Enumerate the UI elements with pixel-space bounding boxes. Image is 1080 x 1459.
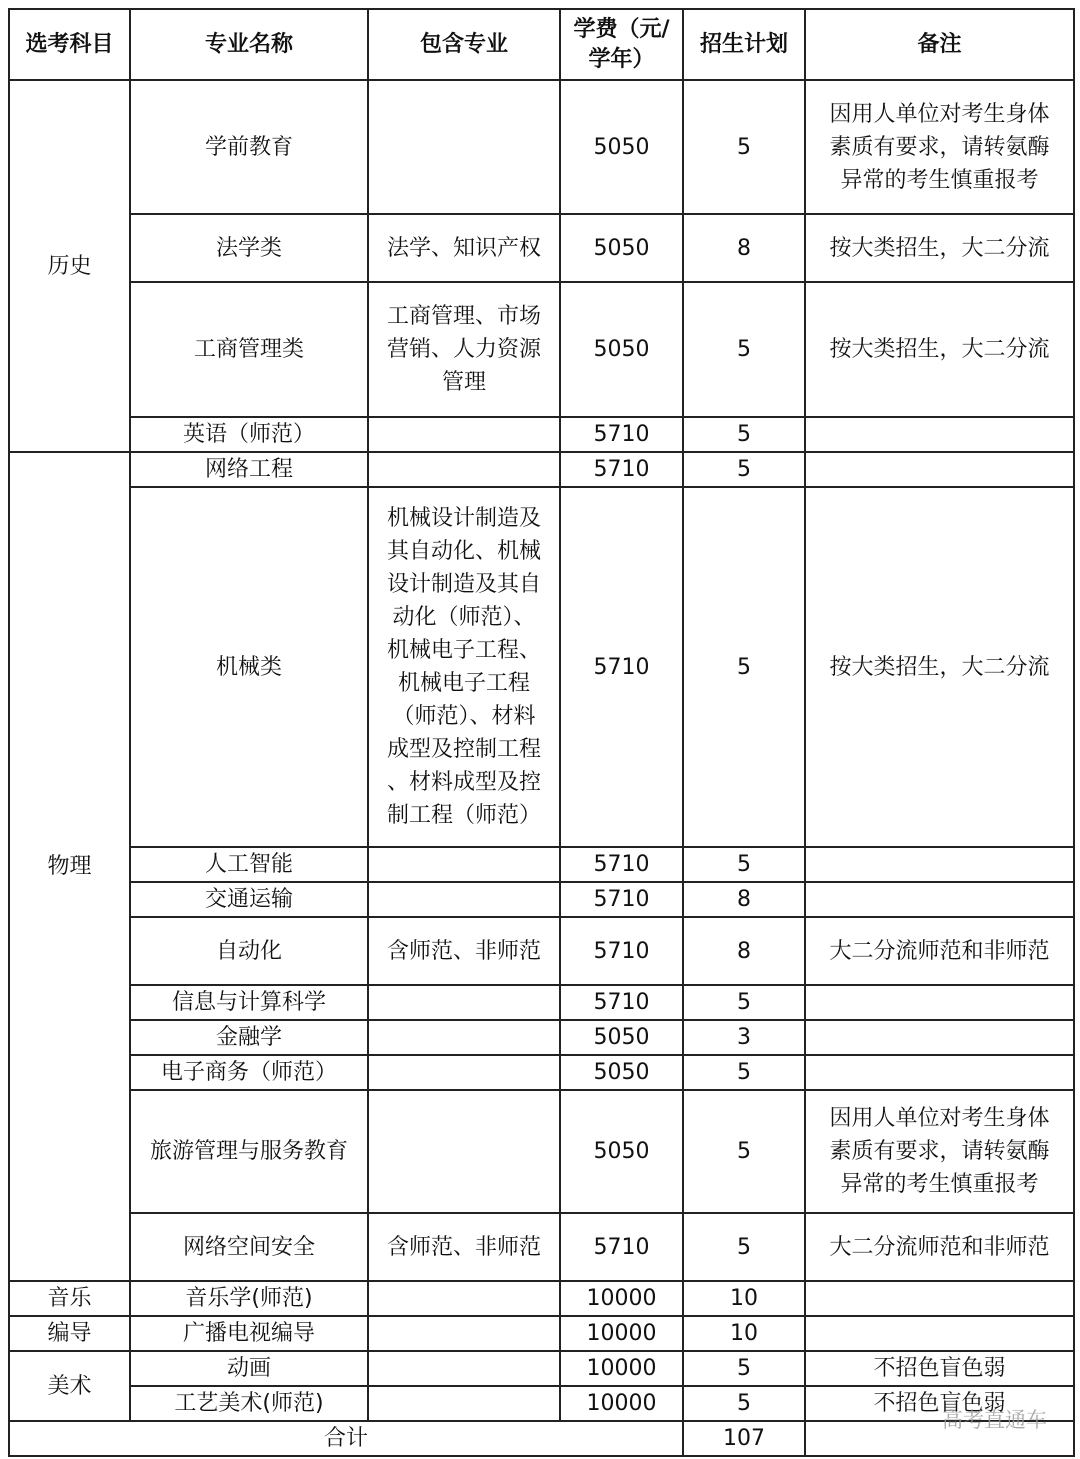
- header-fee: 学费（元/ 学年）: [560, 9, 683, 80]
- subject-cell: 美术: [9, 1351, 130, 1421]
- table-row: [9, 1281, 1074, 1316]
- fee-cell: 5710: [560, 882, 683, 917]
- table-row: [9, 282, 1074, 417]
- major-cell: 旅游管理与服务教育: [130, 1090, 368, 1213]
- plan-cell: 10: [683, 1281, 805, 1316]
- plan-cell: 5: [683, 487, 805, 847]
- major-cell: 交通运输: [130, 882, 368, 917]
- fee-cell: 5050: [560, 282, 683, 417]
- header-subject: 选考科目: [9, 9, 130, 80]
- major-cell: 动画: [130, 1351, 368, 1386]
- plan-cell: 5: [683, 847, 805, 882]
- major-cell: 法学类: [130, 214, 368, 282]
- includes-cell: [368, 1055, 560, 1090]
- header-major: 专业名称: [130, 9, 368, 80]
- fee-cell: 5050: [560, 214, 683, 282]
- note-cell: [805, 847, 1074, 882]
- includes-cell: [368, 1020, 560, 1055]
- note-cell: [805, 882, 1074, 917]
- admission-plan-table: [8, 8, 1075, 1457]
- includes-cell: [368, 1281, 560, 1316]
- fee-cell: 10000: [560, 1351, 683, 1386]
- note-cell: [805, 985, 1074, 1020]
- plan-cell: 8: [683, 882, 805, 917]
- watermark: 高考直通车: [942, 1408, 1047, 1432]
- note-cell: 按大类招生，大二分流: [805, 487, 1074, 847]
- table-row: [9, 1386, 1074, 1421]
- plan-cell: 8: [683, 917, 805, 985]
- fee-cell: 5710: [560, 917, 683, 985]
- subject-cell: 编导: [9, 1316, 130, 1351]
- fee-cell: 5050: [560, 1055, 683, 1090]
- total-label: 合计: [9, 1421, 683, 1456]
- plan-cell: 5: [683, 417, 805, 452]
- fee-cell: 5710: [560, 452, 683, 487]
- includes-cell: [368, 1351, 560, 1386]
- header-row: [9, 9, 1074, 80]
- table-row: [9, 1020, 1074, 1055]
- table-row: [9, 487, 1074, 847]
- note-cell: [805, 1055, 1074, 1090]
- table-row: [9, 452, 1074, 487]
- plan-cell: 5: [683, 80, 805, 214]
- includes-cell: 机械设计制造及 其自动化、机械 设计制造及其自 动化（师范）、 机械电子工程、 机械电子工程 （师范）、材料 成型及控制工程 、材料成型及控 制工程（师范）: [368, 487, 560, 847]
- includes-cell: [368, 847, 560, 882]
- note-cell: 按大类招生，大二分流: [805, 282, 1074, 417]
- plan-cell: 5: [683, 1090, 805, 1213]
- table-row: [9, 417, 1074, 452]
- note-cell: 大二分流师范和非师范: [805, 1213, 1074, 1281]
- fee-cell: 5050: [560, 1090, 683, 1213]
- fee-cell: 5710: [560, 417, 683, 452]
- header-note: 备注: [805, 9, 1074, 80]
- includes-cell: 工商管理、市场 营销、人力资源 管理: [368, 282, 560, 417]
- includes-cell: [368, 452, 560, 487]
- subject-cell: 音乐: [9, 1281, 130, 1316]
- fee-cell: 5710: [560, 1213, 683, 1281]
- includes-cell: [368, 417, 560, 452]
- includes-cell: 含师范、非师范: [368, 917, 560, 985]
- major-cell: 网络空间安全: [130, 1213, 368, 1281]
- plan-cell: 5: [683, 1386, 805, 1421]
- fee-cell: 5050: [560, 1020, 683, 1055]
- includes-cell: [368, 882, 560, 917]
- fee-cell: 5710: [560, 985, 683, 1020]
- plan-cell: 5: [683, 1055, 805, 1090]
- note-cell: 因用人单位对考生身体 素质有要求，请转氨酶 异常的考生慎重报考: [805, 1090, 1074, 1213]
- note-cell: 不招色盲色弱: [805, 1386, 1074, 1421]
- note-cell: [805, 1281, 1074, 1316]
- table-row: [9, 985, 1074, 1020]
- major-cell: 广播电视编导: [130, 1316, 368, 1351]
- plan-cell: 5: [683, 452, 805, 487]
- major-cell: 信息与计算科学: [130, 985, 368, 1020]
- includes-cell: [368, 80, 560, 214]
- note-cell: 大二分流师范和非师范: [805, 917, 1074, 985]
- note-cell: [805, 1020, 1074, 1055]
- plan-cell: 5: [683, 1213, 805, 1281]
- plan-cell: 5: [683, 282, 805, 417]
- header-plan: 招生计划: [683, 9, 805, 80]
- table-row: [9, 1055, 1074, 1090]
- note-cell: 按大类招生，大二分流: [805, 214, 1074, 282]
- major-cell: 自动化: [130, 917, 368, 985]
- note-cell: [805, 1316, 1074, 1351]
- includes-cell: 含师范、非师范: [368, 1213, 560, 1281]
- table-row: [9, 1213, 1074, 1281]
- includes-cell: [368, 1090, 560, 1213]
- plan-cell: 3: [683, 1020, 805, 1055]
- table-row: [9, 214, 1074, 282]
- major-cell: 网络工程: [130, 452, 368, 487]
- total-plan: 107: [683, 1421, 805, 1456]
- plan-cell: 5: [683, 985, 805, 1020]
- includes-cell: [368, 1386, 560, 1421]
- subject-cell: 历史: [9, 80, 130, 452]
- note-cell: 因用人单位对考生身体 素质有要求，请转氨酶 异常的考生慎重报考: [805, 80, 1074, 214]
- major-cell: 工商管理类: [130, 282, 368, 417]
- plan-cell: 5: [683, 1351, 805, 1386]
- major-cell: 英语（师范）: [130, 417, 368, 452]
- table-row: [9, 80, 1074, 214]
- total-row: [9, 1421, 1074, 1456]
- table-row: [9, 917, 1074, 985]
- fee-cell: 10000: [560, 1316, 683, 1351]
- major-cell: 音乐学(师范): [130, 1281, 368, 1316]
- fee-cell: 5710: [560, 487, 683, 847]
- table-row: [9, 1316, 1074, 1351]
- table-row: [9, 882, 1074, 917]
- note-cell: [805, 452, 1074, 487]
- note-cell: [805, 417, 1074, 452]
- header-includes: 包含专业: [368, 9, 560, 80]
- includes-cell: [368, 985, 560, 1020]
- table-row: [9, 847, 1074, 882]
- major-cell: 电子商务（师范）: [130, 1055, 368, 1090]
- table-row: [9, 1351, 1074, 1386]
- plan-cell: 8: [683, 214, 805, 282]
- major-cell: 机械类: [130, 487, 368, 847]
- subject-cell: 物理: [9, 452, 130, 1281]
- major-cell: 人工智能: [130, 847, 368, 882]
- fee-cell: 5710: [560, 847, 683, 882]
- fee-cell: 10000: [560, 1281, 683, 1316]
- fee-cell: 5050: [560, 80, 683, 214]
- note-cell: 不招色盲色弱: [805, 1351, 1074, 1386]
- table-row: [9, 1090, 1074, 1213]
- major-cell: 金融学: [130, 1020, 368, 1055]
- major-cell: 学前教育: [130, 80, 368, 214]
- major-cell: 工艺美术(师范): [130, 1386, 368, 1421]
- fee-cell: 10000: [560, 1386, 683, 1421]
- includes-cell: 法学、知识产权: [368, 214, 560, 282]
- plan-cell: 10: [683, 1316, 805, 1351]
- includes-cell: [368, 1316, 560, 1351]
